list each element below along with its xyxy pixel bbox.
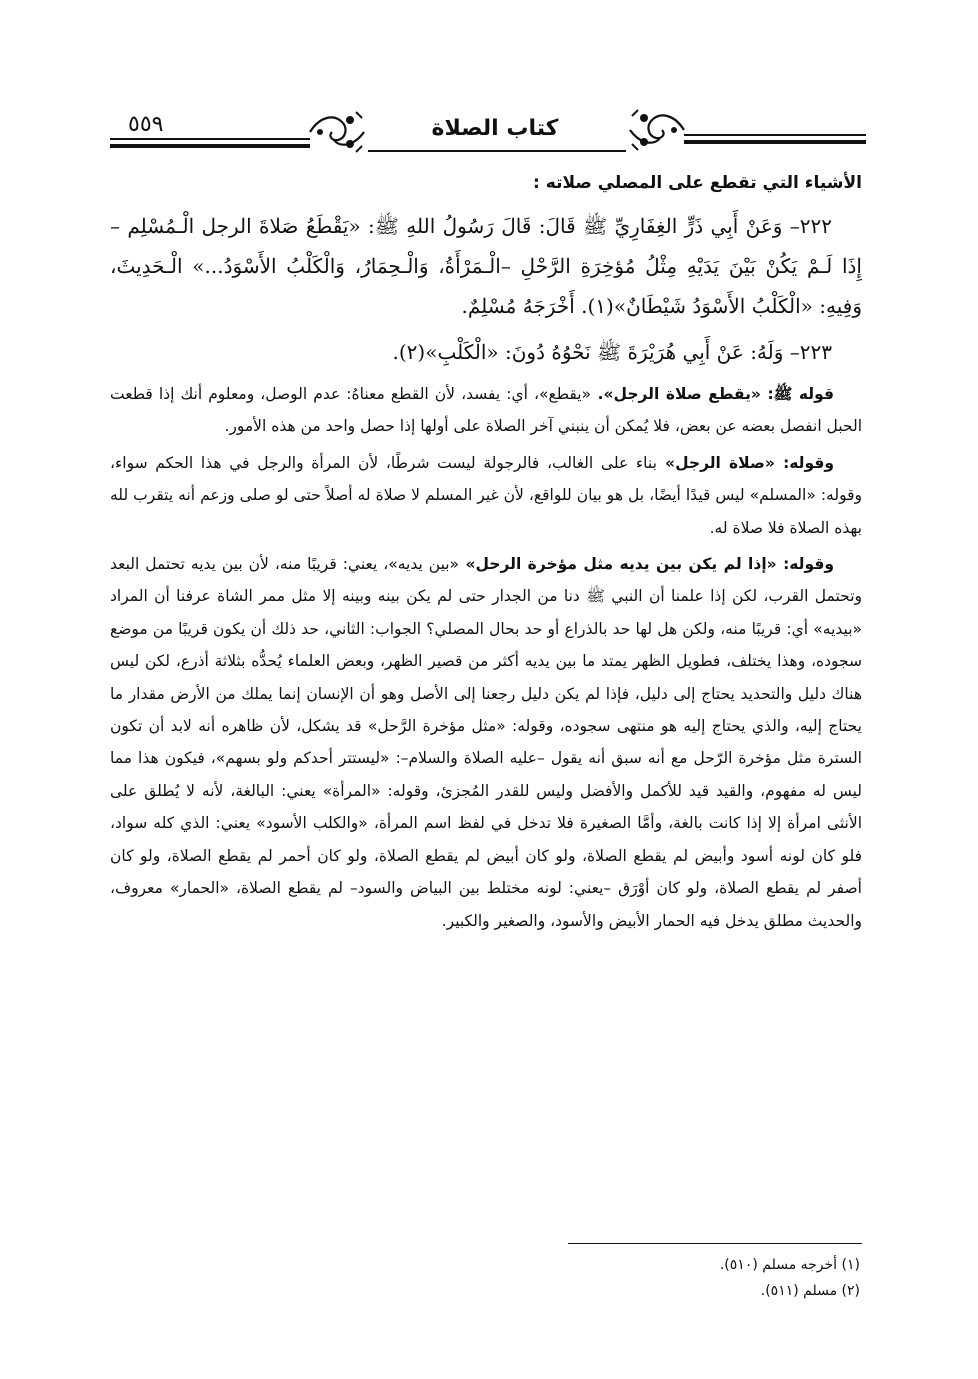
header-rule-left — [110, 138, 310, 140]
page-number: ٥٥٩ — [128, 112, 164, 137]
header-rule-right-thick — [684, 140, 866, 144]
header-rule-left-thick — [110, 144, 310, 148]
hadith-223: ٢٢٣– وَلَهُ: عَنْ أَبِي هُرَيْرَةَ ﷺ نَحْوُهُ دُونَ: «الْكَلْبِ»(٢). — [392, 340, 832, 364]
page-header — [110, 108, 866, 154]
commentary-paragraph — [110, 447, 862, 544]
header-rule-center — [368, 150, 626, 152]
footnote-2: (٢) مسلم (٥١١). — [760, 1283, 860, 1299]
footnotes — [560, 1252, 860, 1304]
ornament-left-icon — [306, 108, 368, 154]
ornament-right-icon — [626, 108, 688, 154]
hadith-222: ٢٢٢– وَعَنْ أَبِي ذَرٍّ الغِفَارِيِّ ﷺ قَالَ: قَالَ رَسُولُ اللهِ ﷺ: «يَقْطَعُ صَلاةَ الرجل الْـمُسْلِم –إِذَا لَـمْ يَكُنْ بَيْنَ يَدَيْهِ مِثْلُ مُؤخِرَةِ الرَّحْلِ –الْـمَرْأَةُ، وَالْـحِمَارُ، وَالْكَلْبُ الأَسْوَدُ...» الْـحَدِيثَ، وَفِيهِ: «الْكَلْبُ الأَسْوَدُ شَيْطَانٌ»(١). أَخْرَجَهُ مُسْلِمٌ. — [110, 214, 862, 318]
book-title: كتاب الصلاة — [431, 116, 559, 141]
header-rule-right — [684, 134, 866, 136]
section-heading: الأشياء التي تقطع على المصلي صلاته : — [533, 173, 862, 193]
commentary-lead: وقوله: «صلاة الرجل» — [656, 453, 834, 472]
footnote-divider — [568, 1243, 862, 1244]
commentary-paragraph — [110, 548, 862, 937]
commentary-lead: قوله ﷺ: «يقطع صلاة الرجل». — [591, 385, 834, 403]
page-content — [110, 168, 862, 941]
footnote-1: (١) أخرجه مسلم (٥١٠). — [719, 1257, 860, 1273]
commentary-lead: وقوله: «إذا لم يكن بين يديه مثل مؤخرة الرحل» — [459, 555, 834, 574]
commentary-text: «يقطع»، أي: يفسد، لأن القطع معناهُ: عدم الوصل، ومعلوم أنك إذا قطعت الحبل انفصل بعضه عن بعض، فلا يُمكن أن ينبني آخر الصلاة على أولها إذا حصل واحد من هذه الأمور. — [110, 385, 862, 436]
commentary-text: بناء على الغالب، فالرجولة ليست شرطًا، لأن المرأة والرجل في هذا الحكم سواء، وقوله: «المسلم» ليس قيدًا أيضًا، بل هو بيان للواقع، لأن غير المسلم لا صلاة له أصلاً حتى لو صلى وزعم أنه يتقرب لله بهذه الصلاة فلا صلاة له. — [110, 453, 862, 537]
commentary-paragraph — [110, 378, 862, 443]
commentary-text: «بين يديه»، يعني: قريبًا منه، لأن بين يديه تحتمل البعد وتحتمل القرب، لكن إذا علمنا أن النبي ﷺ دنا من الجدار حتى لم يكن بينه وبينه إلا مثل ممر الشاة عرفنا أن المراد «بيديه» أي: قريبًا منه، ولكن هل لها حد بالذراع أو حد بحال المصلي؟ الجواب: الثاني، حد ذلك أن يكون قريبًا من موضع سجوده، وهذا يختلف، فطويل الظهر يمتد ما بين يديه أكثر من قصير الظهر، وبعض العلماء يُحدُّه بثلاثة أذرع، لكن ليس هناك دليل والتحديد يحتاج إلى دليل، فإذا لم يكن دليل رجعنا إلى الأصل وهو أن الإنسان إنما يملك من الأرض مقدار ما يحتاج إليه، والذي يحتاج إليه هو منتهى سجوده، وقوله: «مثل مؤخرة الرَّحل» قد يشكل، لأن ظاهره أنه لابد أن تكون السترة مثل مؤخرة الرّحل مع أنه سبق أنه يقول –عليه الصلاة والسلام–: «ليستتر أحدكم ولو بسهم»، فيكون هذا مما ليس له مفهوم، والقيد قيد للأكمل والأفضل وليس للقدر المُجزئ، وقوله: «المرأة» يعني: البالغة، لأنه لا يُطلق على الأنثى امرأة إلا إذا كانت بالغة، وأمَّا الصغيرة فلا تدخل في لفظ اسم المرأة، «والكلب الأسود» يعني: الذي كله سواد، فلو كان لونه أسود وأبيض لم يقطع الصلاة، ولو كان أبيض لم يقطع الصلاة، ولو كان أحمر لم يقطع الصلاة، ولو كان أصفر لم يقطع الصلاة، ولو كان أوْرَق –يعني: لونه مختلط بين البياض والسود– لم يقطع الصلاة، «الحمار» معروف، والحديث مطلق يدخل فيه الحمار الأبيض والأسود، والصغير والكبير. — [110, 555, 862, 930]
